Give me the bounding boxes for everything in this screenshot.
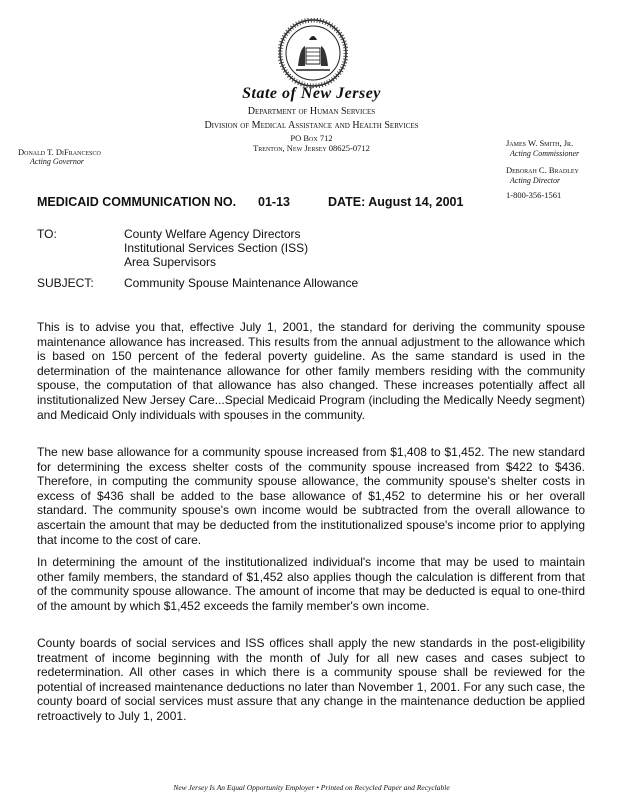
po-box: PO Box 712 <box>290 133 333 143</box>
communication-label: MEDICAID COMMUNICATION NO. <box>37 195 237 209</box>
director-title: Acting Director <box>510 176 561 185</box>
communication-number: 01-13 <box>258 195 290 209</box>
body-paragraph: The new base allowance for a community spouse increased from $1,408 to $1,452. The new standard for determining the excess shelter costs of the community spouse increased from $422 to $436. Therefore, in computing the community spouse allowance, the community spouse's shelter costs in excess of $436 shall be added to the base allowance of $1,452 to determine his or her overall standard. The community spouse's own income would be subtracted from the overall allowance to ascertain the amount that may be deducted from the institutionalized spouse's income prior to applying that income to the cost of care. <box>37 445 585 547</box>
body-paragraph: In determining the amount of the institutionalized individual's income that may be used to maintain other family members, the standard of $1,452 also applies though the calculation is different from that of the community spouse allowance. The amount of income that may be deducted is equal to one-third of the amount by which $1,452 exceeds the family member's own income. <box>37 555 585 613</box>
division-name: Division of Medical Assistance and Health Services <box>204 120 419 131</box>
commissioner-name: James W. Smith, Jr. <box>506 138 574 148</box>
address: Trenton, New Jersey 08625-0712 <box>253 143 370 153</box>
footer-note: New Jersey Is An Equal Opportunity Employer • Printed on Recycled Paper and Recyclable <box>173 783 450 792</box>
commissioner-title: Acting Commissioner <box>510 149 580 158</box>
subject-label: SUBJECT: <box>37 276 94 290</box>
recipient-line: Institutional Services Section (ISS) <box>124 241 309 255</box>
communication-date: DATE: August 14, 2001 <box>328 195 464 209</box>
state-title: State of New Jersey <box>242 85 381 102</box>
recipient-line: County Welfare Agency Directors <box>124 227 301 241</box>
state-seal-icon <box>278 18 348 88</box>
to-label: TO: <box>37 227 57 241</box>
recipient-line: Area Supervisors <box>124 255 217 269</box>
phone-number: 1-800-356-1561 <box>506 190 562 200</box>
governor-name: Donald T. DiFrancesco <box>18 147 101 157</box>
body-paragraph: County boards of social services and ISS offices shall apply the new standards in the post-eligibility treatment of income beginning with the month of July for all new cases and cases subject to redetermination. All other cases in which there is a community spouse shall be reviewed for the potential of increased maintenance deductions no later than November 1, 2001. For any such case, the county board of social services must assure that any change in the maintenance deduction be applied retroactively to July 1, 2001. <box>37 636 585 723</box>
governor-title: Acting Governor <box>30 157 84 166</box>
department-name: Department of Human Services <box>247 106 376 117</box>
body-paragraph: This is to advise you that, effective July 1, 2001, the standard for deriving the community spouse maintenance allowance has increased. This results from the annual adjustment to the allowance which is based on 150 percent of the federal poverty guideline. As the same standard is used in the determination of the maintenance allowance for other family members residing with the community spouse, the computation of that allowance has also changed. These increases potentially affect all institutionalized New Jersey Care...Special Medicaid Program (including the Medically Needy segment) and Medicaid Only individuals with spouses in the community. <box>37 320 585 422</box>
director-name: Deborah C. Bradley <box>506 165 579 175</box>
subject-text: Community Spouse Maintenance Allowance <box>124 276 359 290</box>
